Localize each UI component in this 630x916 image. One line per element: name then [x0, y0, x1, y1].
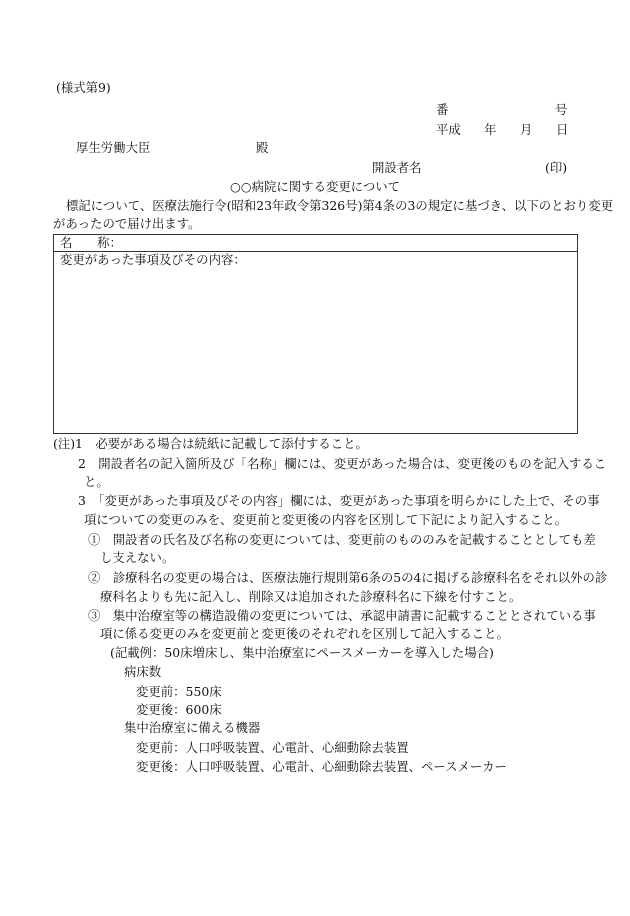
name-row	[54, 235, 577, 252]
name-label: 名 称：	[60, 235, 122, 250]
number-suffix: 号	[555, 102, 568, 117]
seal-mark: (印)	[545, 160, 568, 175]
number-label: 番	[436, 102, 449, 117]
form-number: (様式第9)	[56, 80, 111, 95]
document-title: ○○病院に関する変更について	[230, 179, 401, 194]
note-3-1-cont: し支えない。	[100, 550, 175, 565]
change-table	[53, 234, 578, 434]
honorific: 殿	[256, 140, 269, 155]
date-year: 年	[484, 122, 497, 137]
example-icu-before: 変更前：人口呼吸装置、心電計、心細動除去装置	[136, 740, 409, 755]
note-3-3-cont: 項に係る変更のみを変更前と変更後のそれぞれを区別して記入すること。	[100, 626, 509, 641]
note-1: (注)1 必要がある場合は続紙に記載して添付すること。	[53, 436, 368, 451]
date-month: 月	[520, 122, 533, 137]
example-beds: 病床数	[124, 664, 162, 679]
example-icu-after: 変更後：人口呼吸装置、心電計、心細動除去装置、ペースメーカー	[136, 759, 507, 774]
intro-line-1: 標記について、医療法施行令(昭和23年政令第326号)第4条の3の規定に基づき、以下のとおり変更	[66, 198, 614, 213]
addressee: 厚生労働大臣	[76, 140, 151, 155]
intro-line-2: があったので届け出ます。	[53, 216, 201, 231]
example-icu: 集中治療室に備える機器	[124, 720, 261, 735]
note-3: 3 「変更があった事項及びその内容」欄には、変更があった事項を明らかにした上で、その事	[78, 493, 600, 508]
note-2: 2 開設者名の記入箇所及び「名称」欄には、変更があった場合は、変更後のものを記入するこ	[78, 456, 607, 471]
example-beds-after: 変更後：600床	[136, 702, 222, 717]
note-3-cont: 項についての変更のみを、変更前と変更後の内容を区別して下記により記入すること。	[84, 512, 567, 527]
applicant-label: 開設者名	[372, 160, 422, 175]
note-3-2: ② 診療科名の変更の場合は、医療法施行規則第6条の5の4に掲げる診療科名をそれ以外の診	[88, 570, 608, 585]
note-3-2-cont: 療科名よりも先に記入し、削除又は追加された診療科名に下線を付すこと。	[100, 589, 522, 604]
note-2-cont: と。	[84, 474, 109, 489]
date-era: 平成	[436, 122, 461, 137]
changes-label: 変更があった事項及びその内容：	[60, 252, 246, 267]
note-3-1: ① 開設者の氏名及び名称の変更については、変更前のもののみを記載することとしても差	[88, 532, 596, 547]
example-heading: (記載例：50床増床し、集中治療室にペースメーカーを導入した場合)	[110, 645, 494, 660]
date-day: 日	[556, 122, 569, 137]
note-3-3: ③ 集中治療室等の構造設備の変更については、承認申請書に記載することとされている事	[88, 608, 596, 623]
example-beds-before: 変更前：550床	[136, 684, 222, 699]
